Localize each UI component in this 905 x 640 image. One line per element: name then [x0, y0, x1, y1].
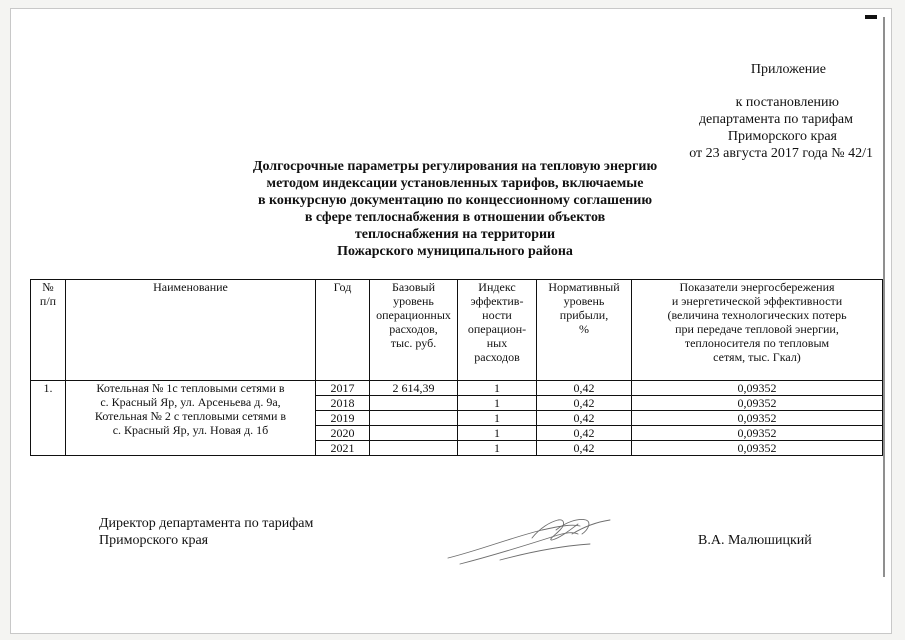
document-title — [200, 158, 710, 260]
profit-cell: 0,42 — [537, 426, 632, 441]
year-cell: 2018 — [316, 396, 370, 411]
signatory-name: В.А. Малюшицкий — [698, 533, 812, 548]
table-row — [31, 381, 883, 396]
row-number: 1. — [31, 381, 66, 456]
base-cost-cell — [370, 411, 458, 426]
facility-name: Котельная № 1с тепловыми сетями в с. Красный Яр, ул. Арсеньева д. 9а, Котельная № 2 с тепловыми сетями в с. Красный Яр, ул. Новая д. 1б — [66, 381, 316, 456]
appendix-title: Приложение — [750, 62, 826, 77]
index-cell: 1 — [458, 426, 537, 441]
title-line: Пожарского муниципального района — [337, 244, 573, 259]
title-line: Долгосрочные параметры регулирования на тепловую энергию — [252, 159, 658, 174]
year-cell: 2019 — [316, 411, 370, 426]
appendix-resolution-line: к постановлению — [735, 95, 839, 110]
scan-edge-shadow — [883, 17, 885, 577]
losses-cell: 0,09352 — [632, 411, 883, 426]
header-profit-level: Нормативный уровень прибыли, % — [537, 280, 632, 381]
index-cell: 1 — [458, 411, 537, 426]
index-cell: 1 — [458, 441, 537, 456]
base-cost-cell — [370, 396, 458, 411]
year-cell: 2017 — [316, 381, 370, 396]
base-cost-cell — [370, 426, 458, 441]
profit-cell: 0,42 — [537, 411, 632, 426]
table-header-row — [31, 280, 883, 381]
base-cost-cell — [370, 441, 458, 456]
header-year: Год — [316, 280, 370, 381]
header-efficiency-index: Индекс эффектив- ности операцион- ных расходов — [458, 280, 537, 381]
year-cell: 2020 — [316, 426, 370, 441]
profit-cell: 0,42 — [537, 396, 632, 411]
header-energy-indicators: Показатели энергосбережения и энергетической эффективности (величина технологических потерь при передаче тепловой энергии, теплоносителя по тепловым сетям, тыс. Гкал) — [632, 280, 883, 381]
title-line: в сфере теплоснабжения в отношении объектов — [304, 210, 606, 225]
losses-cell: 0,09352 — [632, 381, 883, 396]
losses-cell: 0,09352 — [632, 441, 883, 456]
scan-edge-mark — [865, 15, 877, 19]
header-name: Наименование — [66, 280, 316, 381]
losses-cell: 0,09352 — [632, 396, 883, 411]
index-cell: 1 — [458, 396, 537, 411]
base-cost-cell: 2 614,39 — [370, 381, 458, 396]
year-cell: 2021 — [316, 441, 370, 456]
title-line: методом индексации установленных тарифов, включаемые — [266, 176, 644, 191]
header-base-cost: Базовый уровень операционных расходов, тыс. руб. — [370, 280, 458, 381]
profit-cell: 0,42 — [537, 441, 632, 456]
appendix-date-line: от 23 августа 2017 года № 42/1 — [689, 146, 873, 161]
parameters-table — [30, 279, 883, 456]
handwritten-signature — [440, 500, 650, 590]
profit-cell: 0,42 — [537, 381, 632, 396]
appendix-region-line: Приморского края — [727, 129, 837, 144]
title-line: в конкурсную документацию по концессионному соглашению — [257, 193, 653, 208]
header-number: № п/п — [31, 280, 66, 381]
losses-cell: 0,09352 — [632, 426, 883, 441]
appendix-department-line: департамента по тарифам — [698, 112, 853, 127]
signatory-position: Директор департамента по тарифам Приморского края — [99, 516, 314, 548]
index-cell: 1 — [458, 381, 537, 396]
title-line: теплоснабжения на территории — [354, 227, 556, 242]
